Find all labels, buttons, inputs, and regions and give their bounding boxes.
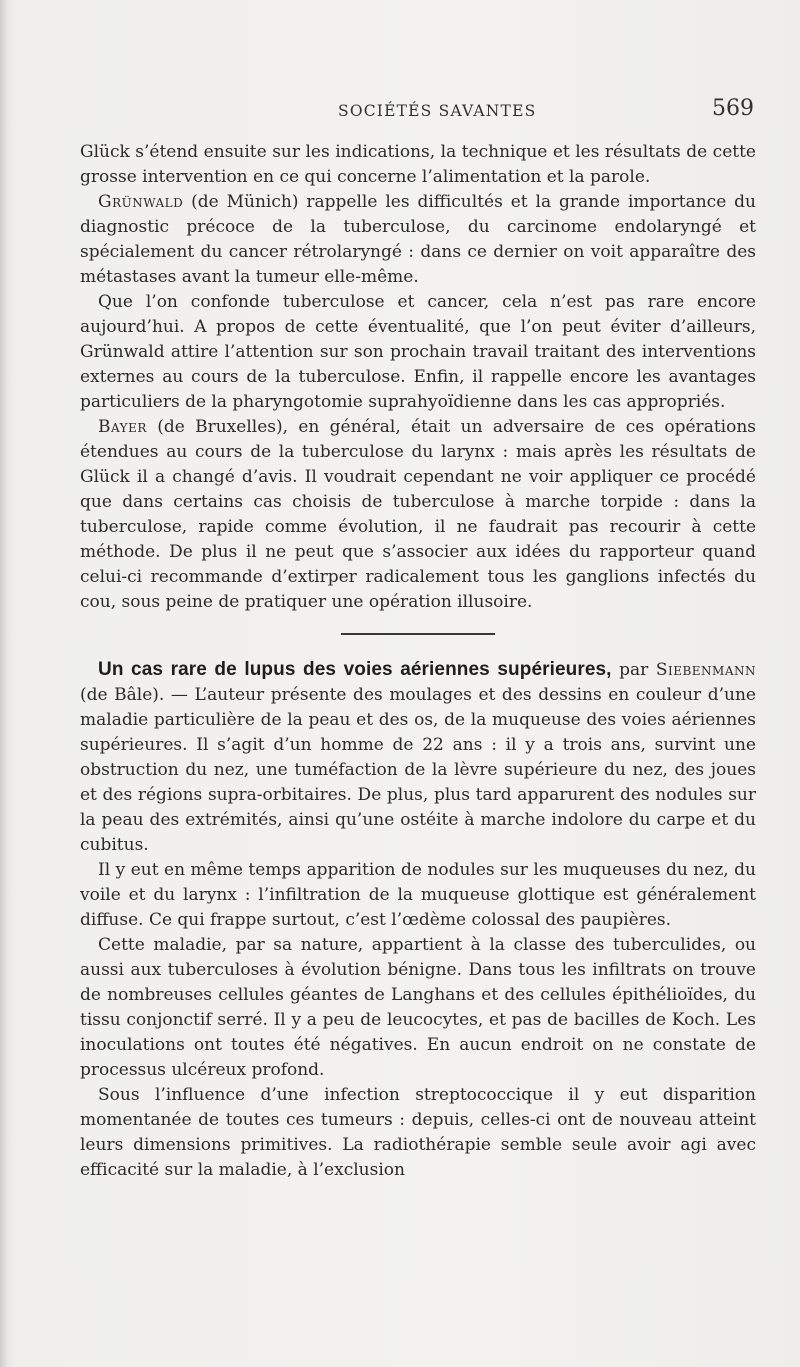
paragraph: Cette maladie, par sa nature, appartient à la classe des tuberculides, ou aussi aux tuberculoses à évolution bénigne. Dans tous les infiltrats on trouve de nombreuses cellules géantes de Langhans et des cellules épithélioïdes, du tissu conjonctif serré. Il y a peu de leucocytes, et pas de bacilles de Koch. Les inoculations ont toutes été négatives. En aucun endroit on ne constate de processus ulcéreux profond. <box>80 935 756 1080</box>
speaker-name: Bayer <box>98 417 147 437</box>
running-title: SOCIÉTÉS SAVANTES <box>338 102 537 120</box>
article-author: Siebenmann <box>655 660 757 680</box>
page-binding-edge <box>0 0 7 1367</box>
speaker-name: Grünwald <box>98 192 184 212</box>
page-header <box>80 96 756 126</box>
paragraph: Glück s’étend ensuite sur les indications, la technique et les résultats de cette grosse intervention en ce qui concerne l’alimentation et la parole. <box>80 142 756 187</box>
paragraph: Que l’on confonde tuberculose et cancer, cela n’est pas rare encore aujourd’hui. A propos de cette éventualité, que l’on peut éviter d’ailleurs, Grünwald attire l’attention sur son prochain travail traitant des interventions externes au cours de la tuberculose. Enfin, il rappelle encore les avantages particuliers de la pharyngotomie suprahyoïdienne dans les cas appropriés. <box>80 292 756 412</box>
paragraph: Il y eut en même temps apparition de nodules sur les muqueuses du nez, du voile et du larynx : l’infiltration de la muqueuse glottique est généralement diffuse. Ce qui frappe surtout, c’est l’œdème colossal des paupières. <box>80 860 756 930</box>
article-title: Un cas rare de lupus des voies aériennes supérieures, <box>98 659 612 680</box>
paragraph: Sous l’influence d’une infection streptococcique il y eut disparition momentanée de toutes ces tumeurs : depuis, celles-ci ont de nouveau atteint leurs dimensions primitives. La radiothérapie semble seule avoir agi avec efficacité sur la maladie, à l’exclusion <box>80 1085 756 1180</box>
section-divider <box>341 633 495 635</box>
page-number: 569 <box>712 96 754 121</box>
paragraph: Bayer (de Bruxelles), en général, était un adversaire de ces opérations étendues au cours de la tuberculose du larynx : mais après les résultats de Glück il a changé d’avis. Il voudrait cependant ne voir appliquer ce procédé que dans certains cas choisis de tuberculose à marche torpide : dans la tuberculose, rapide comme évolution, il ne faudrait pas recourir à cette méthode. De plus il ne peut que s’associer aux idées du rapporteur quand celui-ci recommande d’extirper radicalement tous les ganglions infectés du cou, sous peine de pratiquer une opération illusoire. <box>80 417 756 612</box>
article-lead-paragraph: Un cas rare de lupus des voies aériennes supérieures, par Siebenmann (de Bâle). — L’auteur présente des moulages et des dessins en couleur d’une maladie particulière de la peau et des os, de la muqueuse des voies aériennes supérieures. Il s’agit d’un homme de 22 ans : il y a trois ans, survint une obstruction du nez, une tuméfaction de la lèvre supérieure du nez, des joues et des régions supra-orbitaires. De plus, plus tard apparurent des nodules sur la peau des extrémités, ainsi qu’une ostéite à marche indolore du carpe et du cubitus. <box>80 659 757 855</box>
page-body <box>80 140 756 1183</box>
paragraph: Grünwald (de Münich) rappelle les difficultés et la grande importance du diagnostic précoce de la tuberculose, du carcinome endolaryngé et spécialement du cancer rétrolaryngé : dans ce dernier on voit apparaître des métastases avant la tumeur elle-même. <box>80 192 756 287</box>
